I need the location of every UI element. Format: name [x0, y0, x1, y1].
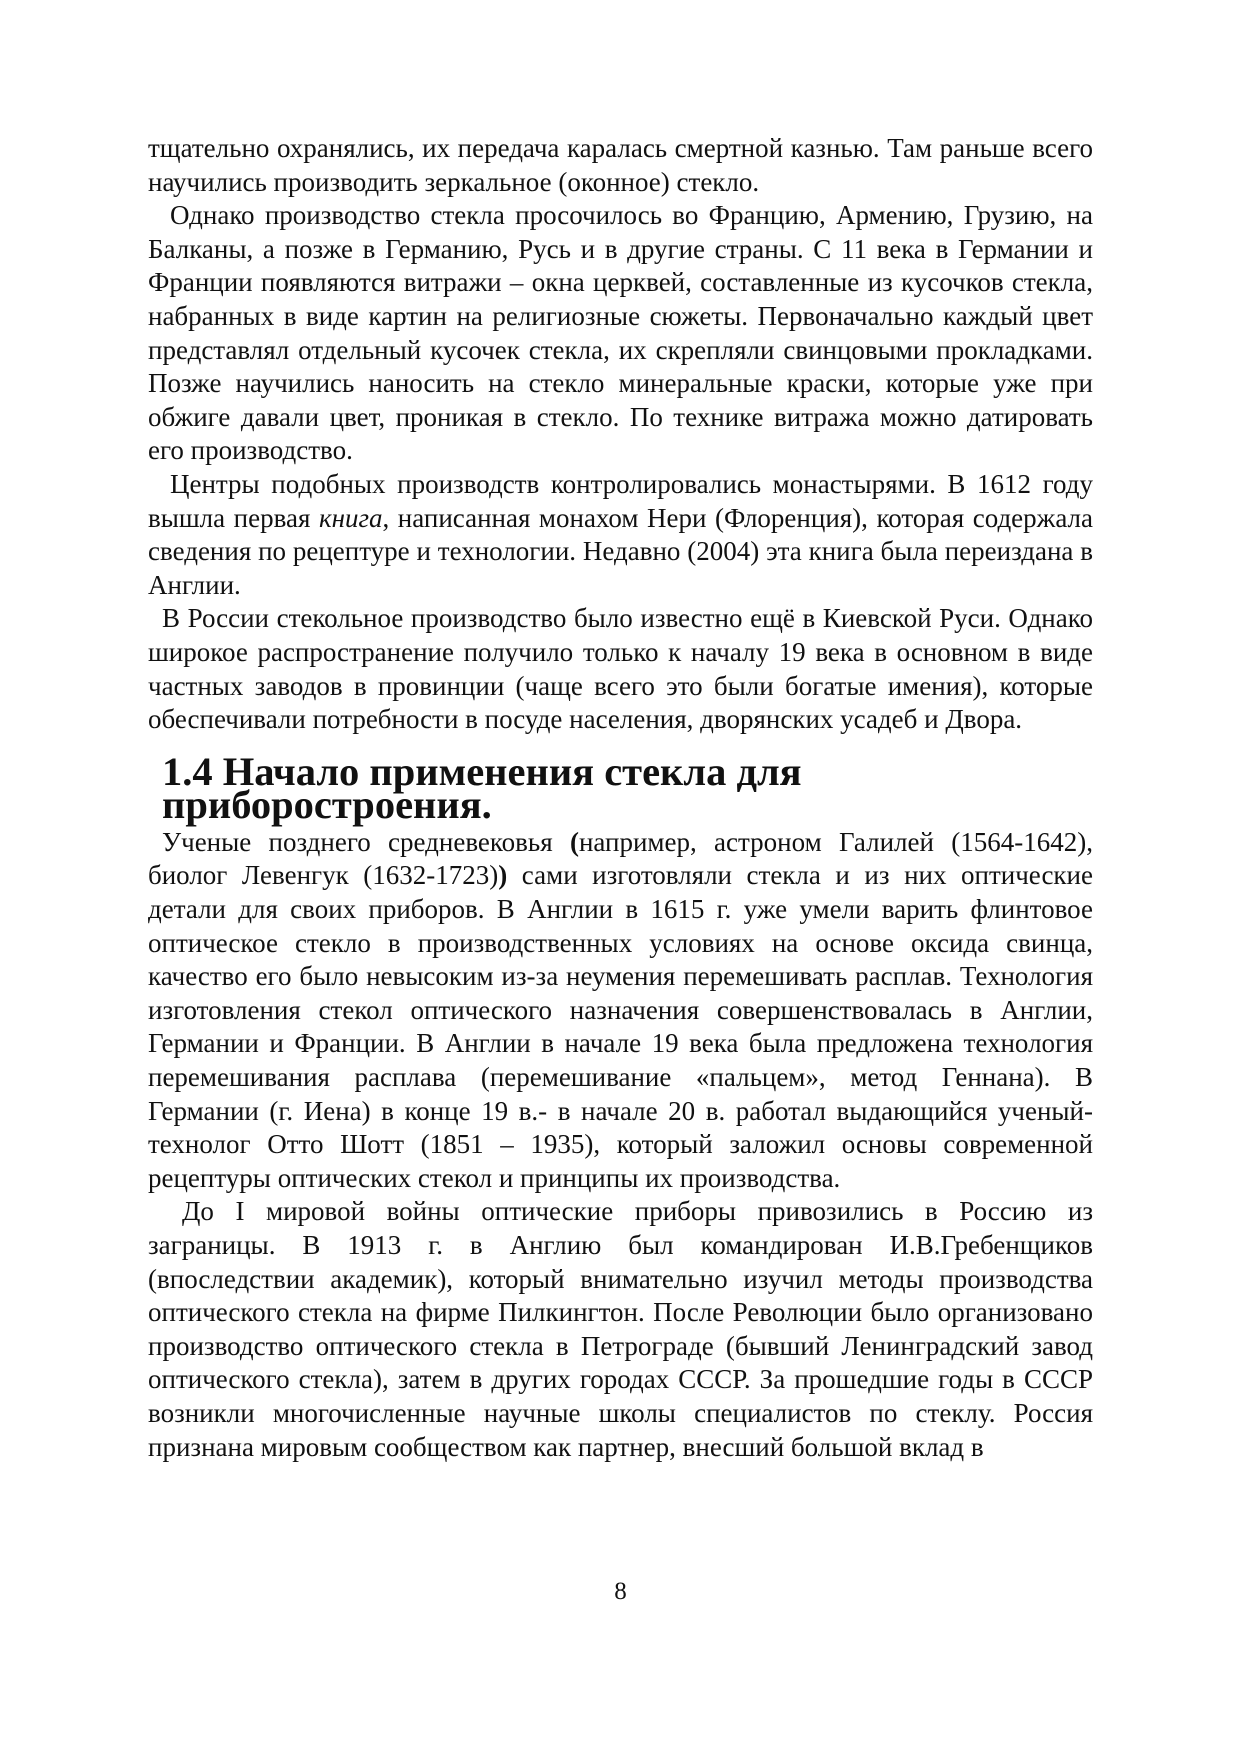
page-number: 8: [614, 1578, 627, 1605]
paragraph-5-bold-paren-close: ): [498, 860, 508, 891]
paragraph-3-text-b: , написанная монахом Нери (Флоренция), которая содержала сведения по рецептуре и технологии. Недавно (2004) эта книга была переиздана в Англии.: [148, 502, 1093, 600]
paragraph-5-text-c: сами изготовляли стекла и из них оптические детали для своих приборов. В Англии в 1615 г. уже умели варить флинтовое оптическое стекло в производственных условиях на основе оксида свинца, качество его было невысоким из-за неумения перемешивать расплав. Технология изготовления стекол оптического назначения совершенствовалась в Англии, Германии и Франции. В Англии в начале 19 века была предложена технология перемешивания расплава (перемешивание «пальцем», метод Геннана). В Германии (г. Иена) в конце 19 в.- в начале 20 в. работал выдающийся ученый-технолог Отто Шотт (1851 – 1935), который заложил основы современной рецептуры оптических стекол и принципы их производства.: [148, 860, 1093, 1193]
paragraph-1: тщательно охранялись, их передача каралась смертной казнью. Там раньше всего научились производить зеркальное (оконное) стекло.: [148, 133, 1093, 197]
paragraph-3: [148, 468, 1093, 602]
paragraph-5-bold-paren-open: (: [569, 826, 579, 857]
paragraph-6: До I мировой войны оптические приборы привозились в Россию из заграницы. В 1913 г. в Англию был командирован И.В.Гребенщиков (впоследствии академик), который внимательно изучил методы производства оптического стекла на фирме Пилкингтон. После Революции было организовано производство оптического стекла в Петрограде (бывший Ленинградский завод оптического стекла), затем в других городах СССР. За прошедшие годы в СССР возникли многочисленные научные школы специалистов по стеклу. Россия признана мировым сообществом как партнер, внесший большой вклад в: [148, 1196, 1093, 1462]
document-page: [148, 132, 1093, 1464]
paragraph-5-text-b: например, астроном Галилей (1564-1642), биолог Левенгук (1632-1723): [148, 826, 1093, 891]
paragraph-5: [148, 826, 1093, 1196]
paragraph-3-italic-word: книга: [318, 502, 383, 533]
paragraph-3-text-a: Центры подобных производств контролировались монастырями. В 1612 году вышла первая: [148, 468, 1093, 533]
paragraph-2: Однако производство стекла просочилось во Францию, Армению, Грузию, на Балканы, а позже в Германию, Русь и в другие страны. С 11 века в Германии и Франции появляются витражи – окна церквей, составленные из кусочков стекла, набранных в виде картин на религиозные сюжеты. Первоначально каждый цвет представлял отдельный кусочек стекла, их скрепляли свинцовыми прокладками. Позже научились наносить на стекло минеральные краски, которые уже при обжиге давали цвет, проникая в стекло. По технике витража можно датировать его производство.: [148, 200, 1093, 466]
paragraph-4: В России стекольное производство было известно ещё в Киевской Руси. Однако широкое распространение получило только к началу 19 века в основном в виде частных заводов в провинции (чаще всего это были богатые имения), которые обеспечивали потребности в посуде населения, дворянских усадеб и Двора.: [148, 603, 1093, 735]
paragraph-5-text-a: Ученые позднего средневековья: [162, 826, 570, 857]
section-heading: 1.4 Начало применения стекла для приборостроения.: [162, 748, 802, 828]
